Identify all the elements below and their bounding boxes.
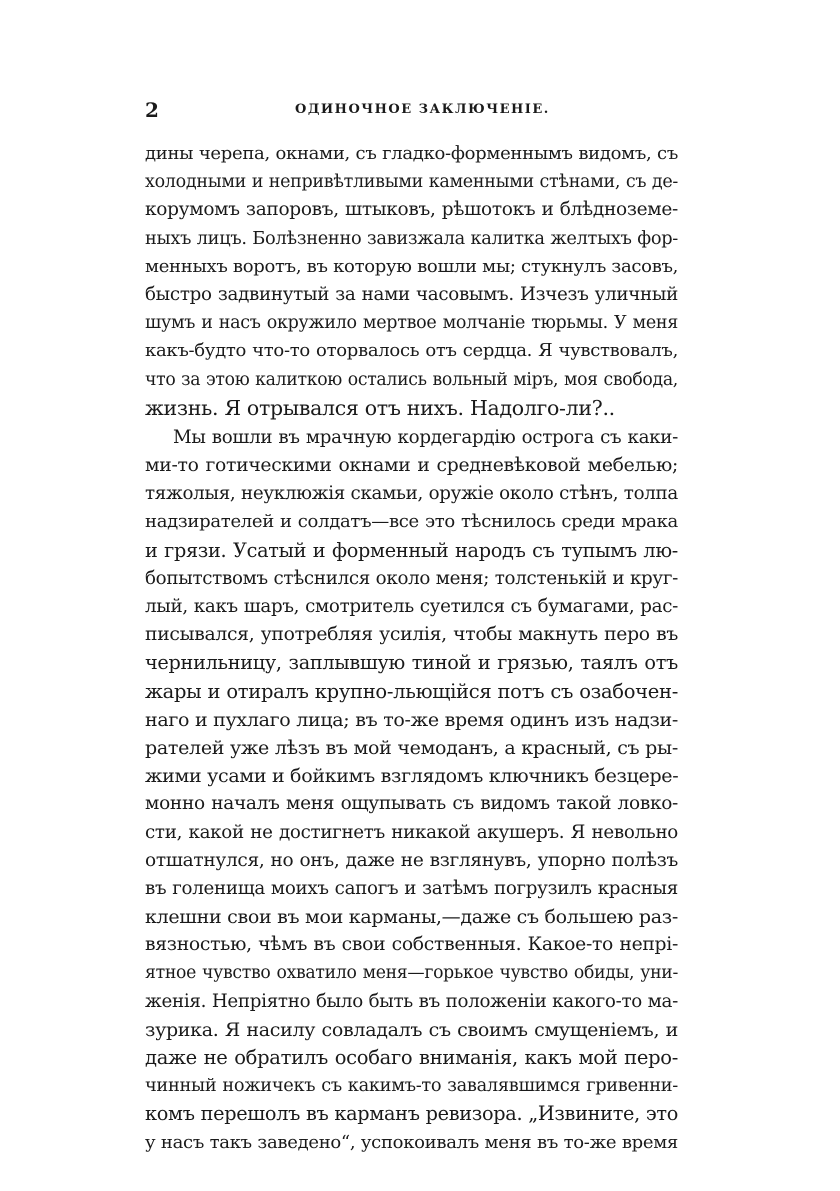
text-line: даже не обратилъ особаго вниманія, какъ мой перо- — [145, 1046, 678, 1069]
running-title: ОДИНОЧНОЕ ЗАКЛЮЧЕНІЕ. — [295, 102, 550, 117]
text-line: клешни свои въ мои карманы,—даже съ большею раз- — [145, 906, 678, 929]
text-line: жими усами и бойкимъ взглядомъ ключникъ безцере- — [145, 765, 679, 788]
text-line: надзирателей и солдатъ—все это тѣснилось среди мрака — [145, 511, 678, 533]
text-line: Мы вошли въ мрачную кордегардію острога съ каки- — [173, 426, 678, 448]
running-head — [145, 98, 685, 128]
text-line: зурика. Я насилу совладалъ съ своимъ смущеніемъ, и — [145, 1018, 678, 1041]
text-line: жары и отиралъ крупно-льющійся потъ съ озабочен- — [145, 679, 678, 703]
text-line: сти, какой не достигнетъ никакой акушеръ. Я невольно — [145, 821, 678, 843]
text-line: ми-то готическими окнами и средневѣковой мебелью; — [145, 455, 678, 477]
text-line: ныхъ лицъ. Болѣзненно завизжала калитка желтыхъ фор- — [145, 228, 678, 249]
text-line: ятное чувство охватило меня—горькое чувство обиды, уни- — [145, 963, 678, 984]
text-line: менныхъ воротъ, въ которую вошли мы; стукнулъ засовъ, — [145, 255, 679, 277]
text-line: комъ перешолъ въ карманъ ревизора. „Извините, это — [145, 1102, 678, 1126]
text-line: какъ-будто что-то оторвалось отъ сердца. Я чувствовалъ, — [145, 340, 678, 362]
text-line: писывался, употребляя усилія, чтобы макнуть перо въ — [145, 624, 678, 646]
text-line: отшатнулся, но онъ, даже не взглянувъ, упорно полѣзъ — [145, 849, 678, 871]
text-line: въ голенища моихъ сапогъ и затѣмъ погрузилъ красныя — [145, 877, 678, 899]
text-line: рателей уже лѣзъ въ мой чемоданъ, а красный, съ ры- — [145, 736, 678, 759]
text-line: корумомъ запоровъ, штыковъ, рѣшотокъ и блѣдноземе- — [145, 199, 678, 221]
text-line: женія. Непріятно было быть въ положеніи какого-то ма- — [145, 990, 678, 1012]
text-line: вязностью, чѣмъ въ свои собственныя. Какое-то непрі- — [145, 934, 678, 956]
text-line: что за этою калиткою остались вольный міръ, моя свобода, — [145, 369, 678, 390]
page-number: 2 — [145, 98, 159, 122]
text-line: лый, какъ шаръ, смотритель суетился съ бумагами, рас- — [145, 596, 678, 617]
text-line: и грязи. Усатый и форменный народъ съ тупымъ лю- — [145, 538, 678, 562]
paragraph-2 — [145, 424, 678, 1157]
text-line: чернильницу, заплывшую тиной и грязью, таялъ отъ — [145, 651, 678, 675]
text-line: чинный ножичекъ съ какимъ-то завалявшимся гривенни- — [145, 1076, 678, 1097]
text-line: наго и пухлаго лица; въ то-же время одинъ изъ надзи- — [145, 708, 678, 731]
text-line: монно началъ меня ощупывать съ видомъ такой ловко- — [145, 793, 678, 815]
text-line: жизнь. Я отрывался отъ нихъ. Надолго-ли?.. — [145, 395, 615, 420]
paragraph-1 — [145, 140, 678, 422]
text-line: дины черепа, окнами, съ гладко-форменнымъ видомъ, съ — [145, 143, 678, 164]
body-text — [145, 140, 678, 1157]
text-line: холодными и непривѣтливыми каменными стѣнами, съ де- — [145, 172, 678, 193]
text-line: у насъ такъ заведено“, успокоивалъ меня въ то-же время — [145, 1131, 678, 1153]
text-line: быстро задвинутый за нами часовымъ. Изчезъ уличный — [145, 283, 678, 305]
text-line: бопытствомъ стѣснился около меня; толстенькій и круг- — [145, 567, 678, 589]
text-line: шумъ и насъ окружило мертвое молчаніе тюрьмы. У меня — [145, 313, 678, 334]
text-line: тяжолыя, неуклюжія скамьи, оружіе около стѣнъ, толпа — [145, 483, 678, 505]
